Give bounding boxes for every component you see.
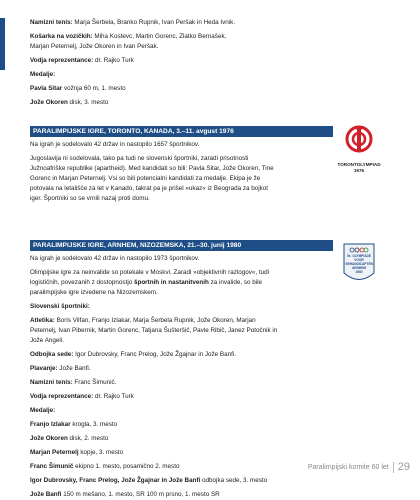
arnhem-olympiad-logo [342, 243, 376, 286]
body-line: logističnih, povezanih z dostopnostjo športnih in nastanitvenih za invalide, so bile [30, 279, 263, 286]
arnhem-section [30, 240, 330, 500]
toronto-olympiad-logo [336, 125, 382, 173]
medal-line: Jože Okoren disk, 3. mesto [30, 99, 109, 106]
intro-text: Na igrah je sodelovalo 42 držav in nastopilo 1657 športnikov. [30, 141, 200, 148]
team-line: Marjan Peternelj, Jože Okoren in Ivan Peršak. [30, 43, 159, 50]
top-section [30, 18, 330, 108]
medal-line: Igor Dubrovsky, Franc Prelog, Jože Žgajnar in Jože Banfi odbojka sede, 3. mesto [30, 477, 268, 484]
arnhem-logo-line: ARNHEM [352, 266, 366, 270]
volleyball-line: Odbojka sede: Igor Dubrovsky, Franc Prelog, Jože Žgajnar in Jože Banfi. [30, 351, 237, 358]
section-heading: PARALIMPIJSKE IGRE, ARNHEM, NIZOZEMSKA, 21.–30. junij 1980 [30, 240, 333, 251]
intro-text: Na igrah je sodelovalo 42 držav in nastopilo 1973 športnikov. [30, 255, 200, 262]
athletes-label: Slovenski športniki: [30, 303, 90, 310]
medal-line: Jože Banfi 150 m mešano, 1. mesto, SR 100 m prsno, 1. mesto SR [30, 491, 220, 498]
toronto-section [30, 126, 330, 204]
table-tennis-line: Namizni tenis: Franc Šimunič. [30, 379, 117, 386]
arnhem-logo-line: 5e. OLYMPIADE [347, 254, 371, 258]
athletics-line: Atletika: Boris Vilfan, Franjo Izlakar, Marja Šerbela Rupnik, Jože Okoren, Marjan [30, 317, 256, 324]
team-leader: Vodja reprezentance: dr. Rajko Turk [30, 393, 134, 400]
team-line: Košarka na vozičkih: Miha Kostevc, Martin Gorenc, Zlatko Bernašek, [30, 33, 227, 40]
arnhem-logo-line: 1980 [355, 270, 363, 274]
body-line: paralimpijske igre izvedene na Nizozemskem. [30, 289, 158, 296]
body-line: potovala na letališče za let v Kanado, takrat pa je prišel »ukaz« iz Beograda za bojkot [30, 185, 269, 192]
athletics-line: Jože Angeli. [30, 337, 64, 344]
medal-line: Jože Okoren disk, 2. mesto [30, 435, 109, 442]
body-line: iger. Športniki so se vrnili nazaj proti domu. [30, 195, 150, 202]
footer-divider [393, 462, 394, 473]
body-line: Jugoslavija ni sodelovala, tako pa tudi ne slovenski športniki, zaradi prisotnosti [30, 155, 249, 162]
toronto-logo-text: TORONTOLYMPIAD [337, 162, 381, 167]
medals-label: Medalje: [30, 71, 56, 78]
medal-line: Pavla Sitar vožnja 60 m, 1. mesto [30, 85, 126, 92]
body-line: Južnoafriške republike (apartheid). Med kandidati so bili: Pavla Sitar, Jože Okoren, Tine [30, 165, 274, 172]
medal-line: Franc Šimunič ekipno 1. mesto, posamično 2. mesto [30, 463, 180, 470]
team-leader: Vodja reprezentance: dr. Rajko Turk [30, 57, 134, 64]
toronto-logo-icon [336, 125, 382, 157]
toronto-logo-year: 1976 [353, 168, 365, 173]
footer-label: Paralimpijski komite 60 let [307, 463, 389, 471]
page-footer [308, 461, 410, 473]
medal-line: Franjo Izlakar krogla, 3. mesto [30, 421, 118, 428]
body-line: Gorenc in Marjan Peternelj. Vsi so bili potencialni kandidati za medalje. Ekipa je že [30, 175, 261, 182]
medal-line: Marjan Peternelj kopje, 3. mesto [30, 449, 124, 456]
arnhem-logo-line: VOOR [354, 258, 364, 262]
athletics-line: Peternelj, Ivan Pibernik, Martin Gorenc, Tatjana Šušteršič, Pavle Ribič, Janez Potočnik in [30, 327, 278, 334]
body-line: Olimpijske igre za neinvalide so potekale v Moskvi. Zaradi »objektivnih razlogov«, tudi [30, 269, 270, 276]
sidebar-accent-bar [0, 18, 5, 70]
section-heading: PARALIMPIJSKE IGRE, TORONTO, KANADA, 3.–11. avgust 1976 [30, 126, 333, 137]
medals-label: Medalje: [30, 407, 56, 414]
team-line: Namizni tenis: Marja Šerbela, Branko Rupnik, Ivan Peršak in Heda Ivnik. [30, 19, 236, 26]
arnhem-logo-line: GEHANDICAPTEN [345, 262, 373, 266]
page-number: 29 [397, 461, 410, 473]
swimming-line: Plavanje: Jože Banfi. [30, 365, 91, 372]
